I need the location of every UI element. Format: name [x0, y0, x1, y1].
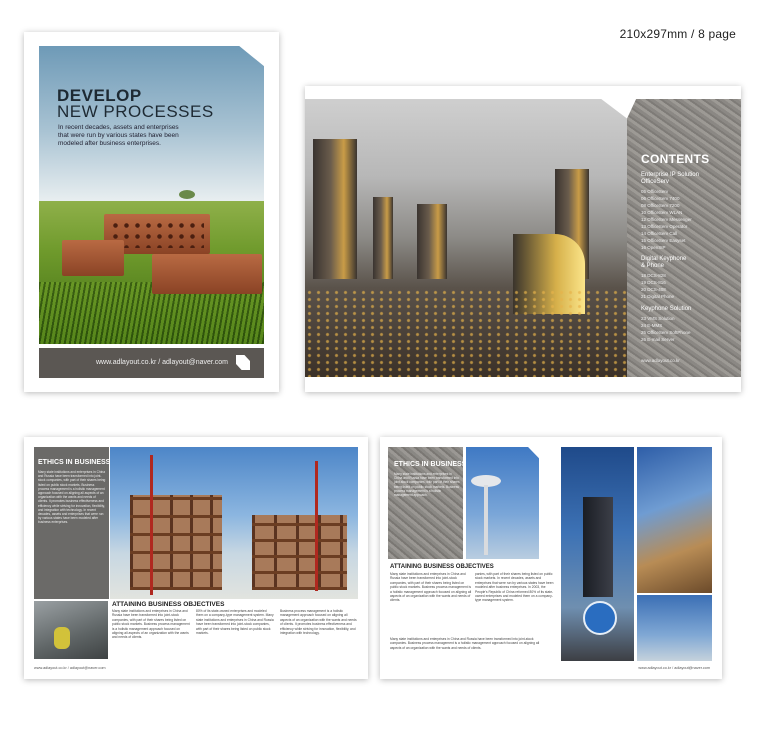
- ethics-footer: www.adlayout.co.kr / adlayout@naver.com: [34, 666, 106, 670]
- ethics-body-column: Many state institutions and enterprises in China and Russia have been transformed into joint-stock companies, with part of their shares being listed on public stock markets. Business process management is a holistic management approach focused on aligning all aspects of an organization with the wants and needs of clients.: [112, 609, 190, 640]
- crane-right: [315, 461, 318, 591]
- crane-worker-image: [637, 595, 712, 661]
- contents-item[interactable]: 21 Digital Phone: [641, 294, 675, 299]
- contents-item[interactable]: 16 OpenSIP: [641, 245, 666, 250]
- contents-item[interactable]: 14 OfficeServ Call: [641, 231, 678, 236]
- contents-section-heading: Digital Keyphone: [641, 256, 687, 262]
- city-skyline-image: [305, 99, 627, 377]
- spread2-section-heading: ATTAINING BUSINESS OBJECTIVES: [390, 564, 494, 570]
- contents-item[interactable]: 25 OfficeServ SoftPhone: [641, 330, 691, 335]
- worker-image: [34, 601, 108, 659]
- cover-brick-left: [62, 240, 124, 276]
- bank-tower: [583, 497, 613, 597]
- contents-item[interactable]: 26 E-mail Server: [641, 337, 675, 342]
- contents-section-heading: OfficeServ: [641, 179, 669, 185]
- ethics-spread: [24, 437, 368, 679]
- construction-site-image: [110, 447, 358, 599]
- building-frame-left: [130, 495, 222, 590]
- city-lights: [305, 289, 627, 377]
- building-frame-right: [252, 515, 347, 590]
- tower-pillar: [484, 485, 488, 555]
- format-spec-label: 210x297mm / 8 page: [619, 27, 736, 41]
- cover-footer-text: www.adlayout.co.kr / adlayout@naver.com: [95, 359, 228, 366]
- ethics-body-column: Business process management is a holistic management approach focused on aligning all aspects of an organization with the wants and needs of clients. It promotes business effectiveness and efficiency while striving for innovation, flexibility, and integration with technology.: [280, 609, 357, 636]
- spread2-body-column: Many state institutions and enterprises in China and Russia have been transformed into joint-stock companies, with part of their shares being listed on public stock markets. Business process management is a holistic management approach focused on aligning all aspects of an organization with the wants and needs of clients.: [390, 572, 472, 603]
- spread2-body-column: Many state institutions and enterprises in China and Russia have been transformed into joint-stock companies. Business process management is a holistic management approach focused on aligning all aspects of an organization with the wants and needs of clients.: [390, 637, 540, 650]
- spread2-body-column: panies, with part of their shares being listed on public stock markets. In recent decades, assets and enterprises that were run by various states have been modeled after business enterprises. In 2003, the People's Republic of China reformed 80% of its state-owned enterprises and modeled them on a company-type management system.: [475, 572, 554, 603]
- steel-frame-image: [637, 447, 712, 593]
- bank-logo-sign: [583, 601, 617, 635]
- contents-item[interactable]: 15 OfficeServ Easyset: [641, 238, 686, 243]
- contents-item[interactable]: 13 OfficeServ Operator: [641, 224, 688, 229]
- contents-item[interactable]: 06 OfficeServ 7400: [641, 196, 680, 201]
- ethics-title: ETHICS IN BUSINESS: [38, 459, 111, 466]
- contents-item[interactable]: 19 DCS-816: [641, 280, 666, 285]
- skyscraper-mid: [373, 197, 393, 279]
- bank-building-image: [561, 447, 634, 661]
- spread2-title: ETHICS IN BUSINESS: [394, 461, 467, 468]
- crane-left: [150, 455, 153, 595]
- contents-footer: www.adlayout.co.kr: [641, 358, 680, 363]
- ethics-intro-text: Many state institutions and enterprises in China and Russia have been transformed into joint-stock companies, with part of their shares being listed on public stock markets. Business process management is a holistic management approach focused on aligning all aspects of an organization with the wants and needs of clients. It promotes business effectiveness and efficiency while striving for innovation, flexibility, and integration with technology. In recent decades, assets and enterprises that were run by various states have been modeled after business enterprises.: [38, 470, 106, 525]
- contents-item[interactable]: 10 OfficeServ WLAN: [641, 210, 683, 215]
- cover-title-line1: DEVELOP: [57, 86, 142, 105]
- ethics-spread-2: [380, 437, 722, 679]
- cover-title-line2: NEW PROCESSES: [57, 102, 214, 121]
- contents-item[interactable]: 08 OfficeServ 7200: [641, 203, 680, 208]
- contents-spread: [305, 86, 741, 392]
- water-tower-image: [466, 447, 539, 559]
- contents-item[interactable]: 12 OfficeServ Messenger: [641, 217, 692, 222]
- cover-footer-bar: [39, 348, 264, 378]
- spread2-footer: www.adlayout.co.kr / adlayout@naver.com: [638, 666, 710, 670]
- contents-item[interactable]: 20 DCS-408: [641, 287, 666, 292]
- ethics-section-heading: ATTAINING BUSINESS OBJECTIVES: [112, 601, 225, 608]
- contents-section-heading: & Phone: [641, 263, 665, 269]
- contents-section-heading: Keyphone Solution: [641, 306, 692, 312]
- cover-page: [24, 32, 279, 392]
- spread2-intro-text: Many state institutions and enterprises in China and Russia have been transformed into joint-stock companies, with part of their shares being listed on public stock markets. Business process management is a holistic management approach.: [394, 472, 460, 498]
- cover-brick-right: [152, 254, 262, 294]
- worker-figure: [54, 627, 70, 649]
- skyscraper-left: [313, 139, 357, 279]
- contents-item[interactable]: 05 OfficeServ: [641, 189, 669, 194]
- ethics-body-column: 80% of its state-owned enterprises and modeled them on a company-type management system. Many state institutions and enterprises in China and Russia have been transformed into joint-stock companies, with part of their shares being listed on public stock markets.: [196, 609, 274, 636]
- logo-icon: [236, 355, 250, 370]
- contents-section-heading: Enterprise IP Solution: [641, 172, 699, 178]
- cover-intro-text: In recent decades, assets and enterprises that were run by various states have been modeled after business enterprises.: [58, 124, 179, 147]
- skyscraper-center: [417, 204, 447, 279]
- contents-item[interactable]: 23 VMS Solution: [641, 316, 675, 321]
- contents-item[interactable]: 18 DCS-828: [641, 273, 666, 278]
- cover-tree: [179, 190, 195, 199]
- contents-item[interactable]: 24 E-MMS: [641, 323, 663, 328]
- contents-title: CONTENTS: [641, 152, 710, 166]
